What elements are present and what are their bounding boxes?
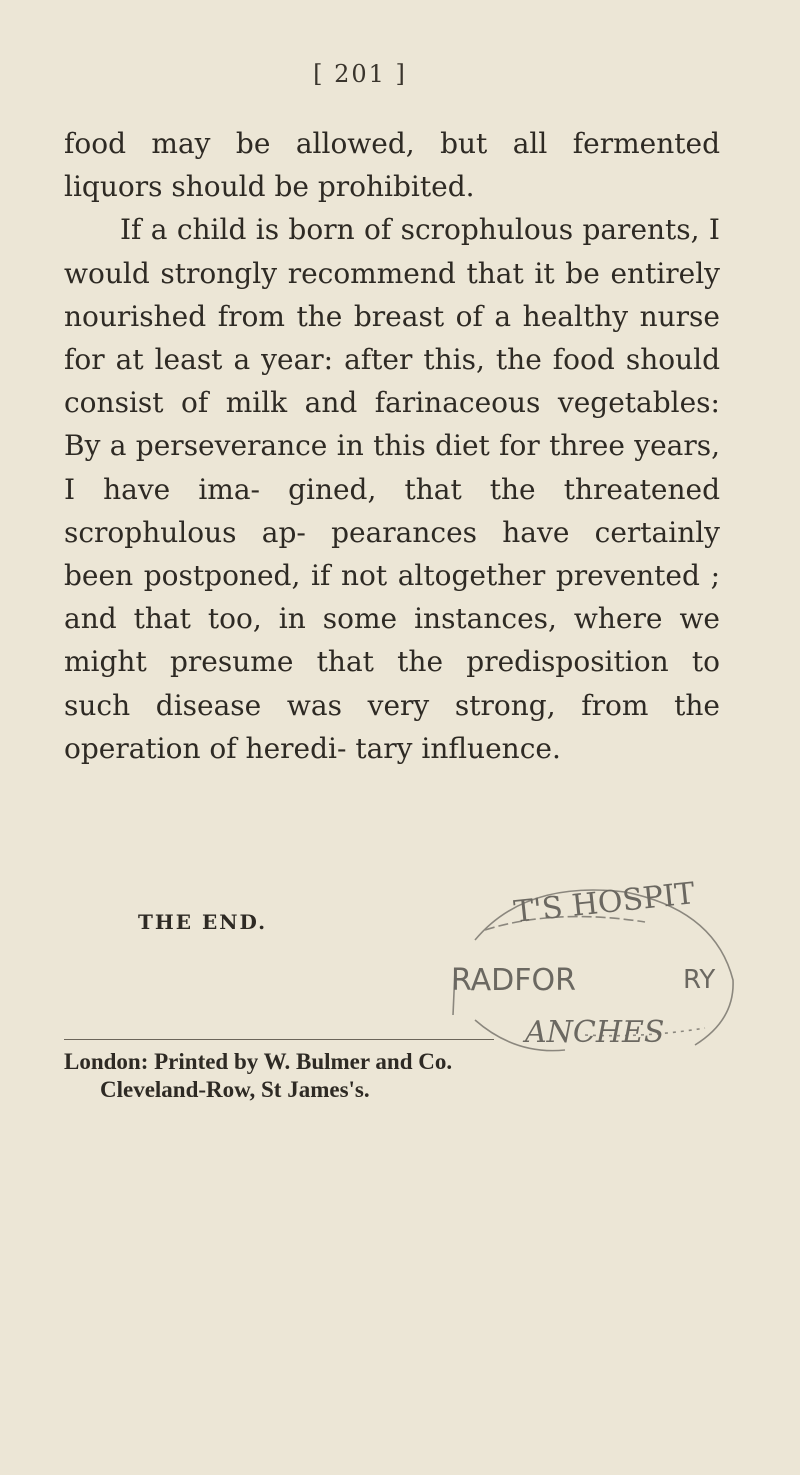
body-text: [64, 122, 720, 770]
printer-imprint: [64, 1048, 624, 1104]
paragraph-continuation: food may be allowed, but all fermented liquors should be prohibited.: [64, 127, 720, 204]
stamp-text-top: T'S HOSPIT: [512, 876, 697, 930]
imprint-line-2: Cleveland-Row, St James's.: [100, 1077, 370, 1102]
stamp-text-middle: RADFOR: [451, 963, 576, 998]
stamp-text-bottom: ANCHES: [525, 1015, 665, 1050]
the-end-mark: THE END.: [138, 910, 268, 934]
stamp-text-right: RY: [683, 965, 716, 995]
library-stamp: [415, 870, 745, 1060]
page-number: [ 201 ]: [313, 60, 407, 88]
paragraph-scrophulous-child: If a child is born of scrophulous parents, I would strongly recommend that it be entirely nourished from the breast of a healthy nurse for at least a year: after this, the food should consist of milk and farinaceous vegetables: By a perseverance in this diet for three years, I have ima- gined, that the threatened scrophulous ap- pearances have certainly been postponed, if not altogether prevented ; and that too, in some instances, where we might presume that the predisposition to such disease was very strong, from the operation of heredi- tary influence.: [64, 213, 720, 765]
imprint-rule: [64, 1039, 494, 1040]
imprint-line-1: London: Printed by W. Bulmer and Co.: [64, 1049, 453, 1074]
